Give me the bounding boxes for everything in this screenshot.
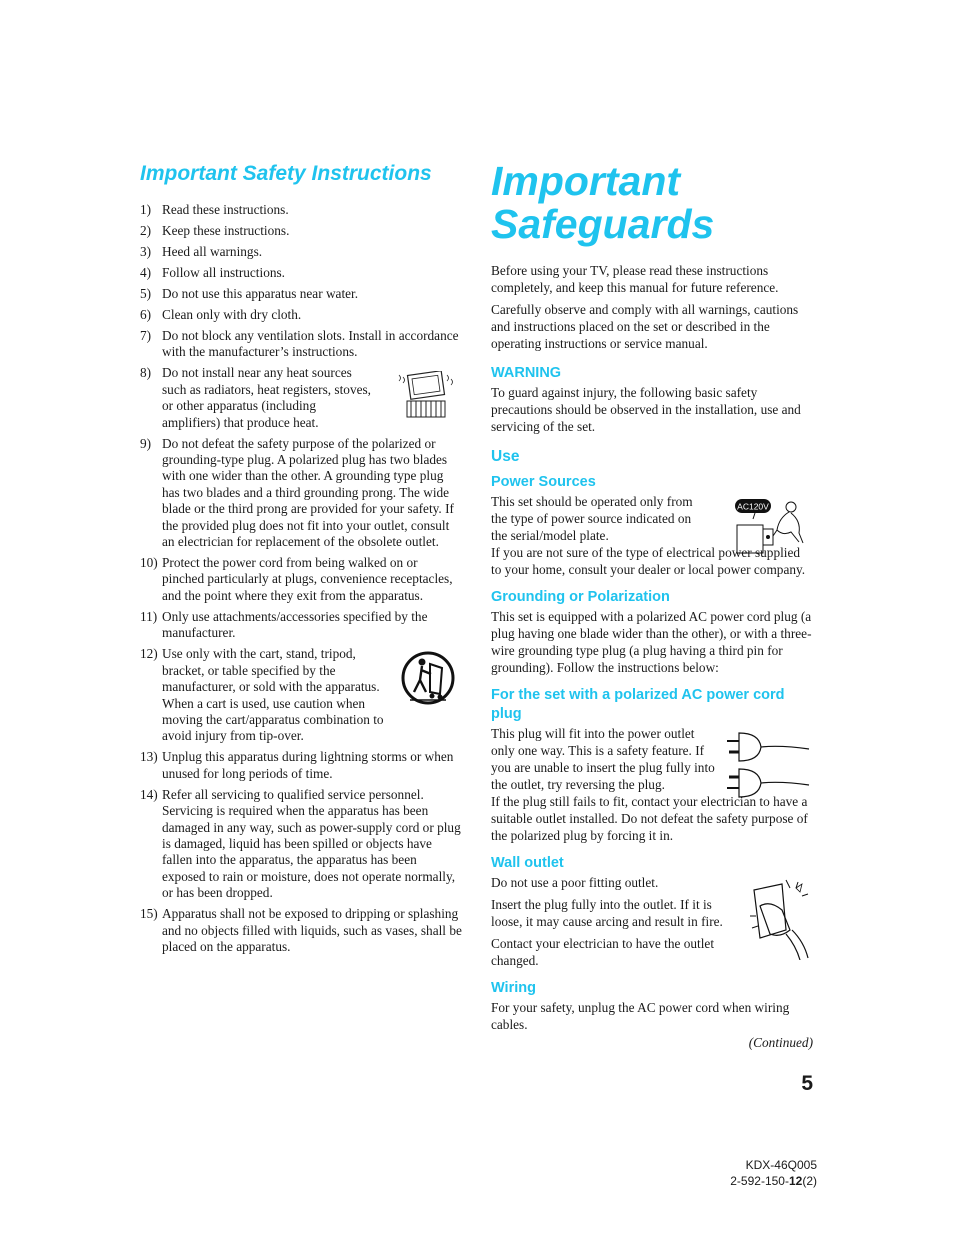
- item-number: 7): [140, 328, 152, 343]
- part-code-version: 12: [788, 1174, 803, 1188]
- item-text: Unplug this apparatus during lightning storms or when unused for long periods of time.: [162, 749, 454, 781]
- wall-outlet-section: [491, 874, 813, 969]
- item-text: Use only with the cart, stand, tripod, bracket, or table specified by the manufacturer, or sold with the apparatus. When a cart is used, use caution when moving the cart/apparatus combination to avoid injury from tip-over.: [162, 646, 384, 744]
- item-number: 11): [140, 608, 158, 624]
- intro-paragraph: Carefully observe and comply with all warnings, cautions and instructions placed on the set or described in the operating instructions or service manual.: [491, 302, 799, 351]
- page-title: [491, 160, 813, 246]
- polarized-plug-illustration: [725, 727, 811, 799]
- item-number: 15): [140, 906, 158, 922]
- list-item: [140, 223, 462, 239]
- item-text: Do not install near any heat sources such as radiators, heat registers, stoves, or other apparatus (including amplifiers) that produce heat.: [162, 365, 371, 430]
- polarized-plug-text: If the plug still fails to fit, contact your electrician to have a suitable outlet installed. Do not defeat the safety purpose of the polarized plug by forcing it in.: [491, 794, 808, 843]
- polarized-plug-section: [491, 725, 813, 844]
- power-sources-section: [491, 493, 813, 578]
- list-item: [140, 244, 462, 260]
- title-line-2: Safeguards: [491, 201, 715, 247]
- power-source-illustration: [733, 495, 813, 559]
- list-item: [140, 555, 462, 604]
- polarized-plug-heading: For the set with a polarized AC power cord plug: [491, 687, 785, 722]
- wiring-text: For your safety, unplug the AC power cord when wiring cables.: [491, 1000, 790, 1032]
- grounding-text: This set is equipped with a polarized AC power cord plug (a plug having one blade wider than the other), or with a three-wire grounding type plug (a plug having a third pin for grounding). Follow the instructions below:: [491, 609, 812, 675]
- item-text: Only use attachments/accessories specified by the manufacturer.: [162, 608, 428, 641]
- item-number: 4): [140, 265, 152, 280]
- item-number: 9): [140, 435, 152, 451]
- list-item: [140, 328, 462, 361]
- list-item: [140, 749, 462, 782]
- use-heading: Use: [491, 448, 520, 465]
- title-line-1: Important: [491, 158, 681, 204]
- power-sources-text: This set should be operated only from the type of power source indicated on the serial/model plate.: [491, 494, 693, 543]
- wall-outlet-heading: Wall outlet: [491, 855, 564, 871]
- power-sources-text: If you are not sure of the type of electrical power supplied to your home, consult your dealer or local power company.: [491, 545, 806, 577]
- item-number: 6): [140, 307, 152, 322]
- item-text: Protect the power cord from being walked on or pinched particularly at plugs, convenience receptacles, and the point where they exit from the apparatus.: [162, 555, 453, 603]
- ac-voltage-label: AC120V: [737, 501, 769, 512]
- model-info: [730, 1157, 817, 1189]
- part-code-suffix: (2): [802, 1174, 817, 1188]
- continued-label: (Continued): [748, 1035, 813, 1050]
- list-item: [140, 365, 462, 431]
- page-number: 5: [801, 1072, 813, 1095]
- item-number: 12): [140, 646, 158, 662]
- list-item: [140, 906, 462, 955]
- wall-outlet-text: Do not use a poor fitting outlet.: [491, 875, 659, 890]
- item-text: Do not use this apparatus near water.: [162, 286, 359, 301]
- list-item: [140, 286, 462, 302]
- intro-paragraph: Before using your TV, please read these instructions completely, and keep this manual for future reference.: [491, 263, 779, 295]
- power-sources-heading: Power Sources: [491, 474, 596, 490]
- item-text: Apparatus shall not be exposed to dripping or splashing and no objects filled with liquids, such as vases, shall be placed on the apparatus.: [162, 906, 462, 954]
- list-item: [140, 787, 462, 902]
- warning-heading: WARNING: [491, 365, 562, 381]
- item-number: 3): [140, 244, 152, 259]
- item-text: Do not block any ventilation slots. Install in accordance with the manufacturer’s instructions.: [162, 328, 459, 360]
- list-item: [140, 202, 462, 218]
- heat-source-illustration: [395, 371, 455, 421]
- list-item: [140, 307, 462, 323]
- part-code-prefix: 2-592-150-: [730, 1174, 789, 1188]
- grounding-heading: Grounding or Polarization: [491, 589, 670, 605]
- list-item: [140, 646, 462, 744]
- warning-text: To guard against injury, the following basic safety precautions should be observed in the installation, use and servicing of the set.: [491, 385, 801, 434]
- item-text: Do not defeat the safety purpose of the polarized or grounding-type plug. A polarized plug has two blades with one wider than the other. A grounding type plug has two blades and a third grounding prong. The wide blade or the third prong are provided for your safety. If the provided plug does not fit into your outlet, consult an electrician for replacement of the obsolete outlet.: [162, 435, 454, 550]
- item-number: 8): [140, 365, 152, 381]
- item-text: Keep these instructions.: [162, 223, 290, 238]
- instructions-list: [140, 202, 462, 955]
- list-item: [140, 436, 462, 551]
- wall-outlet-illustration: [746, 876, 812, 960]
- item-number: 2): [140, 223, 152, 238]
- polarized-plug-text: This plug will fit into the power outlet only one way. This is a safety feature. If you are unable to insert the plug fully into the outlet, try reversing the plug.: [491, 726, 715, 792]
- item-number: 5): [140, 286, 152, 301]
- item-number: 14): [140, 786, 158, 802]
- model-number: KDX-46Q005: [745, 1158, 817, 1172]
- item-text: Read these instructions.: [162, 202, 289, 217]
- list-item: [140, 265, 462, 281]
- item-number: 10): [140, 555, 158, 571]
- part-code: [730, 1173, 817, 1189]
- wall-outlet-text: Insert the plug fully into the outlet. If it is loose, it may cause arcing and result in fire.: [491, 897, 723, 929]
- item-text: Refer all servicing to qualified service personnel. Servicing is required when the apparatus has been damaged in any way, such as power-supply cord or plug is damaged, liquid has been spilled or objects have fallen into the apparatus, the apparatus has been exposed to rain or moisture, does not operate normally, or has been dropped.: [162, 786, 461, 901]
- item-number: 13): [140, 749, 158, 765]
- item-text: Clean only with dry cloth.: [162, 307, 302, 322]
- cart-tip-over-icon: [400, 650, 456, 706]
- list-item: [140, 609, 462, 642]
- item-text: Follow all instructions.: [162, 265, 285, 280]
- safety-instructions-heading: Important Safety Instructions: [140, 162, 432, 185]
- wiring-heading: Wiring: [491, 980, 536, 996]
- item-number: 1): [140, 202, 152, 217]
- item-text: Heed all warnings.: [162, 244, 263, 259]
- wall-outlet-text: Contact your electrician to have the outlet changed.: [491, 936, 715, 968]
- safety-instructions-column: [140, 160, 462, 960]
- safeguards-column: [491, 160, 813, 1051]
